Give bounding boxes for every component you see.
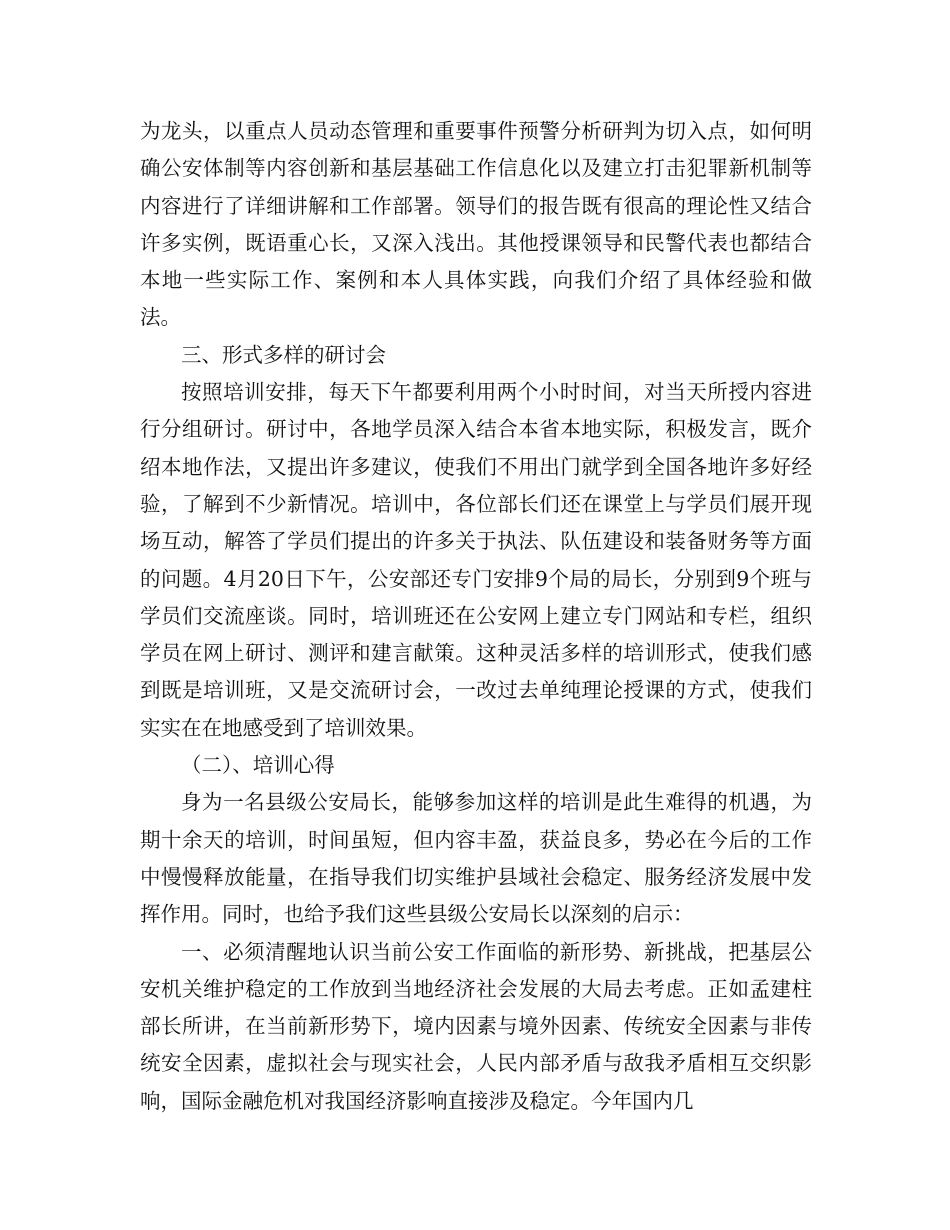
- paragraph-insight-one: 一、必须清醒地认识当前公安工作面临的新形势、新挑战，把基层公安机关维护稳定的工作放到当地经济社会发展的大局去考虑。正如孟建柱部长所讲，在当前新形势下，境内因素与境外因素、传统安全因素与非传统安全因素，虚拟社会与现实社会，人民内部矛盾与敌我矛盾相互交织影响，国际金融危机对我国经济影响直接涉及稳定。今年国内几: [140, 939, 812, 1113]
- paragraph-insights-intro: 身为一名县级公安局长，能够参加这样的培训是此生难得的机遇，为期十余天的培训，时间虽短，但内容丰盈，获益良多，势必在今后的工作中慢慢释放能量，在指导我们切实维护县域社会稳定、服务经济发展中发挥作用。同时，也给予我们这些县级公安局长以深刻的启示：: [140, 790, 812, 927]
- section-heading-seminar: 三、形式多样的研讨会: [181, 342, 386, 367]
- section-heading-training-insights: （二）、培训心得: [181, 753, 335, 778]
- paragraph-seminar: 按照培训安排，每天下午都要利用两个小时时间，对当天所授内容进行分组研讨。研讨中，各地学员深入结合本省本地实际，积极发言，既介绍本地作法，又提出许多建议，使我们不用出门就学到全国各地许多好经验，了解到不少新情况。培训中，各位部长们还在课堂上与学员们展开现场互动，解答了学员们提出的许多关于执法、队伍建设和装备财务等方面的问题。4月20日下午，公安部还专门安排9个局的局长，分别到9个班与学员们交流座谈。同时，培训班还在公安网上建立专门网站和专栏，组织学员在网上研讨、测评和建言献策。这种灵活多样的培训形式，使我们感到既是培训班，又是交流研讨会，一改过去单纯理论授课的方式，使我们实实在在地感受到了培训效果。: [140, 380, 812, 740]
- document-body: [140, 113, 812, 1120]
- paragraph-continuation: 为龙头，以重点人员动态管理和重要事件预警分析研判为切入点，如何明确公安体制等内容创新和基层基础工作信息化以及建立打击犯罪新机制等内容进行了详细讲解和工作部署。领导们的报告既有很高的理论性又结合许多实例，既语重心长，又深入浅出。其他授课领导和民警代表也都结合本地一些实际工作、案例和本人具体实践，向我们介绍了具体经验和做法。: [140, 119, 812, 330]
